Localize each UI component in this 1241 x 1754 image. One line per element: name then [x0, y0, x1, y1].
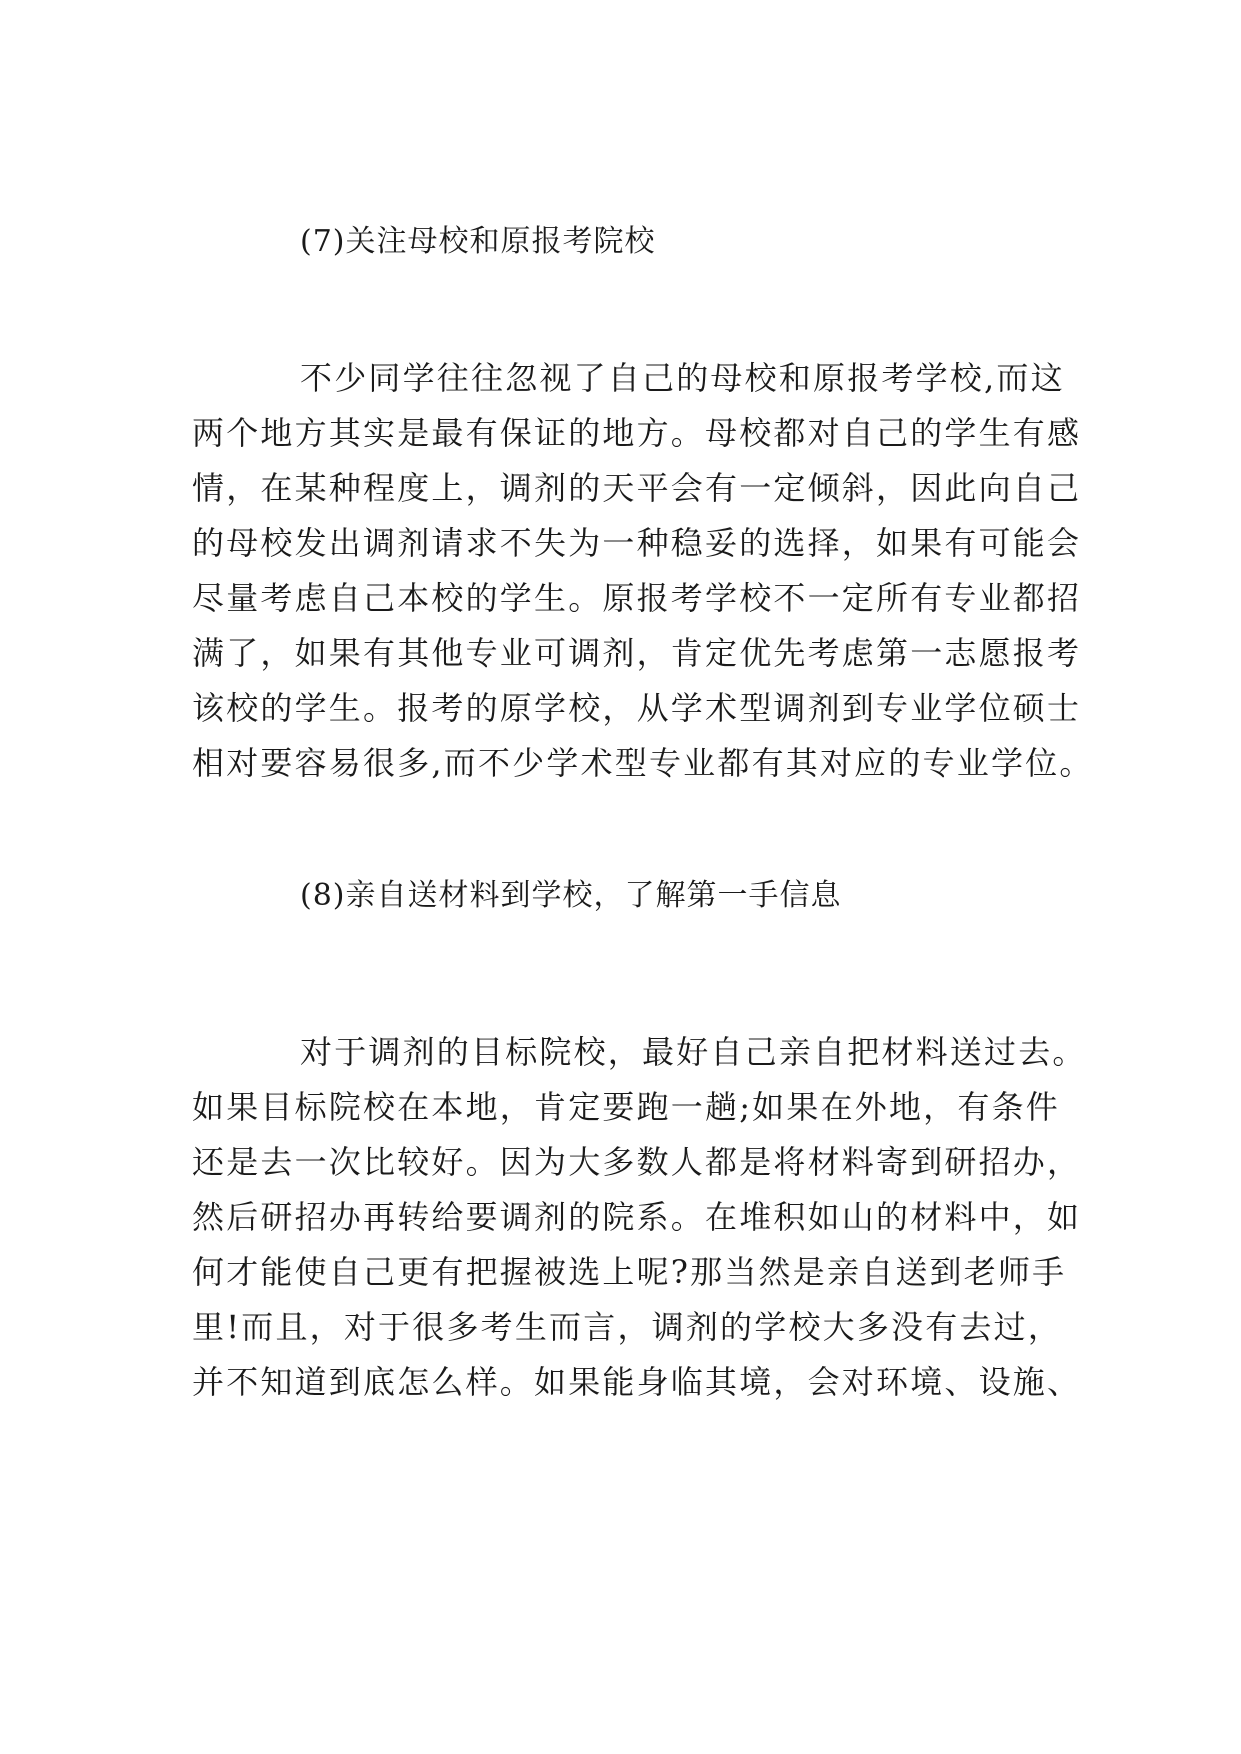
section-8-line: 并不知道到底怎么样。如果能身临其境，会对环境、设施、 [192, 1363, 1082, 1401]
section-7-line: 尽量考虑自己本校的学生。原报考学校不一定所有专业都招 [192, 579, 1082, 617]
section-7-line: 满了，如果有其他专业可调剂，肯定优先考虑第一志愿报考 [192, 634, 1082, 672]
section-8-heading: (8)亲自送材料到学校，了解第一手信息 [300, 878, 842, 913]
section-8-line: 还是去一次比较好。因为大多数人都是将材料寄到研招办， [192, 1143, 1082, 1181]
section-7-line: 的母校发出调剂请求不失为一种稳妥的选择，如果有可能会 [192, 524, 1082, 562]
section-8-line: 里!而且，对于很多考生而言，调剂的学校大多没有去过， [192, 1308, 1063, 1346]
section-7-heading: (7)关注母校和原报考院校 [300, 224, 656, 259]
section-7-line: 该校的学生。报考的原学校，从学术型调剂到专业学位硕士 [192, 689, 1082, 727]
section-7-line: 两个地方其实是最有保证的地方。母校都对自己的学生有感 [192, 414, 1082, 452]
section-8-line: 如果目标院校在本地，肯定要跑一趟;如果在外地，有条件 [192, 1088, 1060, 1126]
section-7-line: 不少同学往往忽视了自己的母校和原报考学校,而这 [300, 359, 1065, 397]
section-7-line: 相对要容易很多,而不少学术型专业都有其对应的专业学位。 [192, 744, 1094, 782]
section-7-line: 情，在某种程度上，调剂的天平会有一定倾斜，因此向自己 [192, 469, 1082, 507]
section-8-line: 何才能使自己更有把握被选上呢?那当然是亲自送到老师手 [192, 1253, 1067, 1291]
section-8-line: 对于调剂的目标院校，最好自己亲自把材料送过去。 [300, 1033, 1087, 1071]
section-8-line: 然后研招办再转给要调剂的院系。在堆积如山的材料中，如 [192, 1198, 1082, 1236]
